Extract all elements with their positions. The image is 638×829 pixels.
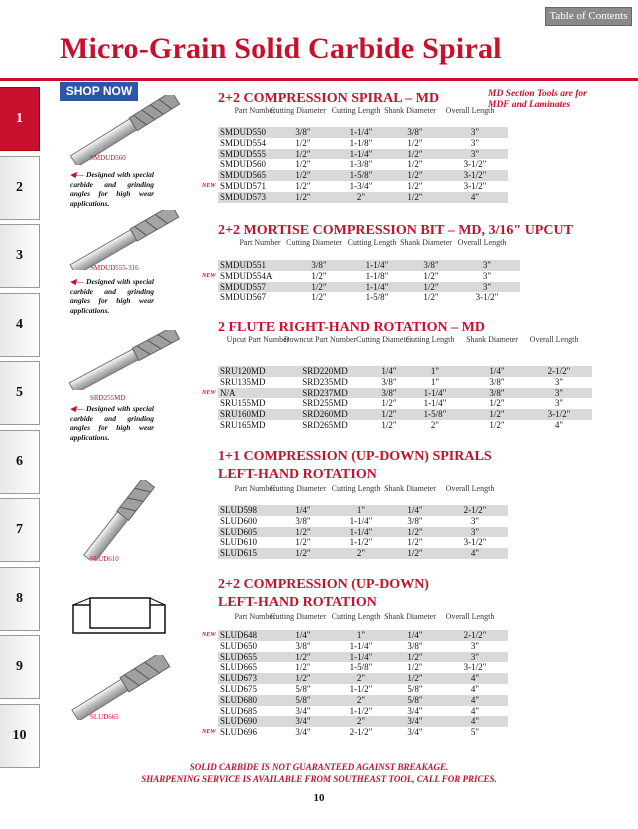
table-cell: 1/2" (489, 398, 505, 409)
section-tab-4[interactable]: 4 (0, 293, 40, 357)
part-number: SLUD673 (220, 673, 258, 684)
table-row (218, 398, 592, 409)
table-cell: 3" (482, 270, 492, 281)
column-header: Overall Length (445, 106, 495, 115)
table-cell: 1/2" (295, 673, 311, 684)
table-row (218, 420, 592, 431)
table-cell: 5/8" (407, 694, 423, 705)
table-cell: 3/4" (295, 727, 311, 738)
part-number: SLUD610 (220, 537, 258, 548)
table-cell: 4" (470, 694, 480, 705)
table-cell: 1/2" (311, 292, 327, 303)
table-cell: 1-1/4" (349, 148, 373, 159)
table-cell: 1-1/4" (365, 281, 389, 292)
part-number: SLUD665 (220, 662, 258, 673)
product-table (218, 366, 592, 431)
part-number: SLUD696 (220, 727, 258, 738)
part-number: SRU160MD (220, 409, 266, 420)
table-cell: 3" (470, 515, 480, 526)
part-number: SMDUD554A (220, 270, 273, 281)
part-number: SMDUD550 (220, 127, 267, 137)
table-cell: 1/2" (407, 191, 423, 202)
table-cell: 1/2" (489, 419, 505, 430)
table-cell: 2" (356, 548, 366, 559)
product-table (218, 505, 508, 559)
part-number: SRU120MD (220, 366, 266, 376)
table-row (218, 695, 508, 706)
part-number: SLUD648 (220, 630, 258, 640)
table-cell: 3" (470, 137, 480, 148)
section-title: 2+2 MORTISE COMPRESSION BIT – MD, 3/16" UPCUT (218, 223, 573, 238)
table-row (218, 170, 508, 181)
bit-label: SRD255MD (90, 394, 126, 402)
part-number: SLUD650 (220, 640, 258, 651)
table-cell: 1/2" (295, 170, 311, 181)
breakage-disclaimer: SOLID CARBIDE IS NOT GUARANTEED AGAINST BREAKAGE. (189, 762, 449, 772)
table-cell: 1/2" (295, 548, 311, 559)
table-row (218, 706, 508, 717)
shop-now-button[interactable]: SHOP NOW (60, 82, 138, 101)
table-row (218, 716, 508, 727)
design-note (70, 404, 154, 442)
section-subtitle: LEFT-HAND ROTATION (218, 467, 377, 482)
table-cell: SRD237MD (302, 387, 348, 398)
table-row (218, 505, 508, 516)
table-row (218, 673, 508, 684)
table-cell: 1-1/4" (423, 398, 447, 409)
table-cell: 1/2" (311, 281, 327, 292)
product-table (218, 260, 520, 303)
table-row (218, 271, 520, 282)
table-cell: 2-1/2" (349, 727, 373, 738)
table-cell: 1" (356, 630, 366, 640)
table-cell: 3-1/2" (463, 537, 487, 548)
part-number: SLUD680 (220, 694, 258, 705)
section-tab-10[interactable]: 10 (0, 704, 40, 768)
table-cell: 1/2" (407, 537, 423, 548)
part-number: SMDUD567 (220, 292, 267, 303)
part-number: SLUD690 (220, 716, 258, 727)
table-row (218, 641, 508, 652)
table-cell: 1/2" (381, 419, 397, 430)
column-header: Shank Diameter (400, 238, 452, 247)
part-number: SLUD655 (220, 651, 258, 662)
part-number: SRU155MD (220, 398, 266, 409)
table-cell: 1/2" (407, 180, 423, 191)
table-cell: SRD220MD (302, 366, 348, 376)
table-cell: 4" (470, 716, 480, 727)
table-row (218, 527, 508, 538)
table-cell: 2-1/2" (463, 505, 487, 515)
table-cell: 1/2" (295, 180, 311, 191)
section-title: 1+1 COMPRESSION (UP-DOWN) SPIRALS (218, 449, 492, 464)
part-number: SLUD605 (220, 526, 258, 537)
arrow-icon: ◀— (70, 404, 87, 413)
bit-label: SLUD610 (90, 555, 119, 563)
part-number: SMDUD560 (220, 159, 267, 170)
part-number: SRU165MD (220, 419, 266, 430)
table-row (218, 684, 508, 695)
table-row (218, 537, 508, 548)
table-cell: 3-1/2" (463, 159, 487, 170)
column-header: Shank Diameter (384, 484, 436, 493)
table-cell: 3" (470, 148, 480, 159)
part-number: SMDUD557 (220, 281, 267, 292)
table-row (218, 366, 592, 377)
router-bit-image-4 (70, 480, 170, 560)
table-cell: 3" (470, 640, 480, 651)
table-cell: 1-1/2" (349, 683, 373, 694)
arrow-icon: ◀— (70, 277, 87, 286)
table-cell: 1-3/8" (349, 159, 373, 170)
table-cell: 2-1/2" (463, 630, 487, 640)
table-cell: 1" (356, 505, 366, 515)
table-cell: 3" (470, 127, 480, 137)
new-badge: NEW (202, 272, 216, 279)
table-row (218, 260, 520, 271)
md-section-note: MD Section Tools are for MDF and Laminates (488, 89, 587, 110)
table-cell: 1-1/4" (365, 260, 389, 270)
board-cross-section-image (65, 590, 175, 640)
table-cell: 3" (554, 398, 564, 409)
table-of-contents-button[interactable]: Table of Contents (545, 7, 632, 26)
table-cell: 1-1/8" (349, 137, 373, 148)
column-header: Overall Length (445, 484, 495, 493)
table-cell: 3/8" (381, 387, 397, 398)
table-cell: 3/8" (407, 515, 423, 526)
table-cell: 3" (470, 526, 480, 537)
product-table (218, 630, 508, 738)
new-badge: NEW (202, 729, 216, 736)
table-cell: 1/2" (407, 662, 423, 673)
table-cell: 1/2" (295, 537, 311, 548)
table-cell: SRD265MD (302, 419, 348, 430)
table-cell: 1/2" (381, 398, 397, 409)
table-cell: 1" (430, 376, 440, 387)
page-number: 10 (313, 792, 325, 804)
table-cell: 1/2" (407, 548, 423, 559)
column-header: Shank Diameter (384, 612, 436, 621)
design-note-text: Designed with special carbide and grinding angles for high wear applications. (70, 277, 154, 315)
column-header: Part Number (234, 612, 276, 621)
table-cell: 3/8" (407, 640, 423, 651)
title-divider (0, 78, 638, 81)
table-row (218, 662, 508, 673)
section-tab-3[interactable]: 3 (0, 224, 40, 288)
section-tab-9[interactable]: 9 (0, 635, 40, 699)
table-cell: 4" (470, 548, 480, 559)
table-cell: 3/8" (295, 640, 311, 651)
part-number: SMDUD571 (220, 180, 267, 191)
table-cell: 1/4" (407, 630, 423, 640)
part-number: SMDUD565 (220, 170, 267, 181)
table-row (218, 388, 592, 399)
column-header: Cutting Diameter (356, 335, 412, 344)
section-tab-8[interactable]: 8 (0, 567, 40, 631)
column-header: Cutting Length (331, 612, 381, 621)
table-cell: 1/2" (423, 270, 439, 281)
table-cell: 1/2" (407, 170, 423, 181)
column-header: Cutting Length (347, 238, 397, 247)
bit-label: SMDUD560 (90, 154, 126, 162)
table-cell: 2" (430, 419, 440, 430)
part-number: SLUD600 (220, 515, 258, 526)
section-title: 2+2 COMPRESSION SPIRAL – MD (218, 91, 440, 106)
table-cell: 1/4" (381, 366, 397, 376)
part-number: SRU135MD (220, 376, 266, 387)
table-row (218, 159, 508, 170)
part-number: SMDUD554 (220, 137, 267, 148)
column-header: Shank Diameter (466, 335, 518, 344)
table-row (218, 192, 508, 203)
table-cell: 1-5/8" (423, 409, 447, 420)
table-cell: 4" (470, 673, 480, 684)
table-cell: 1-1/2" (349, 537, 373, 548)
table-cell: 1" (430, 366, 440, 376)
table-cell: 5/8" (295, 683, 311, 694)
table-cell: 3/8" (381, 376, 397, 387)
section-tab-2[interactable]: 2 (0, 156, 40, 220)
section-tab-1[interactable]: 1 (0, 87, 40, 151)
table-cell: 1/2" (295, 526, 311, 537)
column-header: Cutting Diameter (286, 238, 342, 247)
table-cell: 1-1/4" (349, 526, 373, 537)
table-cell: 1/2" (423, 292, 439, 303)
table-cell: 5" (470, 727, 480, 738)
table-row (218, 138, 508, 149)
bit-label: SMDUD555-316 (90, 264, 139, 272)
design-note (70, 277, 154, 315)
design-note-text: Designed with special carbide and grinding angles for high wear applications. (70, 404, 154, 442)
table-cell: 1/2" (489, 409, 505, 420)
part-number: SMDUD555 (220, 148, 267, 159)
table-cell: 1/2" (407, 526, 423, 537)
table-cell: 3/8" (423, 260, 439, 270)
table-cell: 3-1/2" (475, 292, 499, 303)
table-cell: 1-1/4" (349, 640, 373, 651)
column-header: Cutting Length (331, 484, 381, 493)
table-cell: 3-1/2" (463, 662, 487, 673)
table-row (218, 630, 508, 641)
table-cell: 1/2" (295, 662, 311, 673)
part-number: SLUD675 (220, 683, 258, 694)
column-header: Cutting Diameter (270, 106, 326, 115)
table-cell: SRD255MD (302, 398, 348, 409)
table-cell: 1/2" (407, 148, 423, 159)
table-cell: 3/4" (295, 716, 311, 727)
column-header: Upcut Part Number (226, 335, 290, 344)
table-cell: 3/8" (489, 387, 505, 398)
table-cell: 1/2" (407, 159, 423, 170)
column-header: Cutting Length (405, 335, 455, 344)
table-cell: 1-3/4" (349, 180, 373, 191)
table-row (218, 181, 508, 192)
table-cell: 3" (554, 387, 564, 398)
column-header: Part Number (234, 106, 276, 115)
new-badge: NEW (202, 632, 216, 638)
table-cell: 1/2" (295, 137, 311, 148)
table-cell: 1/2" (407, 137, 423, 148)
table-row (218, 127, 508, 138)
column-header: Cutting Diameter (270, 612, 326, 621)
column-header: Cutting Diameter (270, 484, 326, 493)
table-row (218, 377, 592, 388)
table-cell: 3/4" (407, 716, 423, 727)
section-tab-6[interactable]: 6 (0, 430, 40, 494)
column-header: Downcut Part Number (283, 335, 357, 344)
table-cell: 2-1/2" (547, 366, 571, 376)
section-title: 2+2 COMPRESSION (UP-DOWN) (218, 577, 429, 592)
section-tab-5[interactable]: 5 (0, 361, 40, 425)
table-cell: 2" (356, 673, 366, 684)
table-cell: 1/2" (311, 270, 327, 281)
part-number: SLUD615 (220, 548, 258, 559)
table-cell: 1-1/2" (349, 705, 373, 716)
part-number: SLUD598 (220, 505, 258, 515)
product-table (218, 127, 508, 203)
column-header: Cutting Length (331, 106, 381, 115)
table-cell: 1-1/4" (349, 127, 373, 137)
table-cell: 5/8" (295, 694, 311, 705)
table-cell: 1-5/8" (349, 662, 373, 673)
section-tab-7[interactable]: 7 (0, 498, 40, 562)
table-cell: SRD260MD (302, 409, 348, 420)
section-subtitle: LEFT-HAND ROTATION (218, 595, 377, 610)
column-header: Part Number (234, 484, 276, 493)
table-cell: SRD235MD (302, 376, 348, 387)
part-number: SMDUD573 (220, 191, 267, 202)
table-row (218, 292, 520, 303)
table-cell: 1/2" (381, 409, 397, 420)
table-cell: 1/4" (295, 505, 311, 515)
table-cell: 3" (482, 260, 492, 270)
table-cell: 3" (482, 281, 492, 292)
table-cell: 1-1/4" (349, 651, 373, 662)
design-note (70, 170, 154, 208)
column-header: Overall Length (445, 612, 495, 621)
table-cell: 1/4" (489, 366, 505, 376)
table-cell: 1/2" (407, 673, 423, 684)
table-cell: 3/4" (295, 705, 311, 716)
table-cell: 4" (470, 191, 480, 202)
table-cell: 3-1/2" (547, 409, 571, 420)
table-cell: 1-1/4" (349, 515, 373, 526)
table-cell: 1/2" (295, 191, 311, 202)
table-cell: 1-5/8" (365, 292, 389, 303)
section-title: 2 FLUTE RIGHT-HAND ROTATION – MD (218, 320, 485, 335)
table-row (218, 409, 592, 420)
table-cell: 1-1/8" (365, 270, 389, 281)
table-cell: 1/2" (295, 651, 311, 662)
table-cell: 1/4" (407, 505, 423, 515)
router-bit-image-3 (60, 330, 190, 390)
table-cell: 2" (356, 716, 366, 727)
table-row (218, 548, 508, 559)
table-row (218, 516, 508, 527)
table-cell: 3/8" (295, 127, 311, 137)
table-cell: 3/4" (407, 705, 423, 716)
table-cell: 3/4" (407, 727, 423, 738)
column-header: Overall Length (529, 335, 579, 344)
table-cell: 3/8" (407, 127, 423, 137)
bit-label: SLUD665 (90, 713, 119, 721)
table-row (218, 652, 508, 663)
table-cell: 1/4" (295, 630, 311, 640)
table-cell: 4" (470, 705, 480, 716)
column-header: Shank Diameter (384, 106, 436, 115)
table-cell: 5/8" (407, 683, 423, 694)
new-badge: NEW (202, 389, 216, 396)
part-number: N/A (220, 387, 236, 398)
table-row (218, 282, 520, 293)
table-cell: 3" (470, 651, 480, 662)
table-cell: 1-5/8" (349, 170, 373, 181)
part-number: SLUD685 (220, 705, 258, 716)
table-cell: 3-1/2" (463, 180, 487, 191)
router-bit-image-5 (65, 655, 175, 720)
table-row (218, 149, 508, 160)
column-header: Overall Length (457, 238, 507, 247)
table-cell: 1/2" (423, 281, 439, 292)
part-number: SMDUD551 (220, 260, 267, 270)
table-cell: 3/8" (489, 376, 505, 387)
table-row (218, 727, 508, 738)
design-note-text: Designed with special carbide and grinding angles for high wear applications. (70, 170, 154, 208)
arrow-icon: ◀— (70, 170, 87, 179)
table-cell: 3/8" (311, 260, 327, 270)
page-title: Micro-Grain Solid Carbide Spiral (60, 32, 502, 65)
table-cell: 2" (356, 694, 366, 705)
column-header: Part Number (239, 238, 281, 247)
table-cell: 1-1/4" (423, 387, 447, 398)
table-cell: 4" (554, 419, 564, 430)
table-cell: 3-1/2" (463, 170, 487, 181)
new-badge: NEW (202, 183, 216, 189)
router-bit-image-2 (60, 210, 190, 270)
table-cell: 3" (554, 376, 564, 387)
table-cell: 4" (470, 683, 480, 694)
table-cell: 1/2" (295, 159, 311, 170)
table-cell: 3/8" (295, 515, 311, 526)
table-cell: 1/2" (295, 148, 311, 159)
table-cell: 2" (356, 191, 366, 202)
sharpening-note: SHARPENING SERVICE IS AVAILABLE FROM SOUTHEAST TOOL, CALL FOR PRICES. (141, 774, 497, 784)
table-cell: 1/2" (407, 651, 423, 662)
